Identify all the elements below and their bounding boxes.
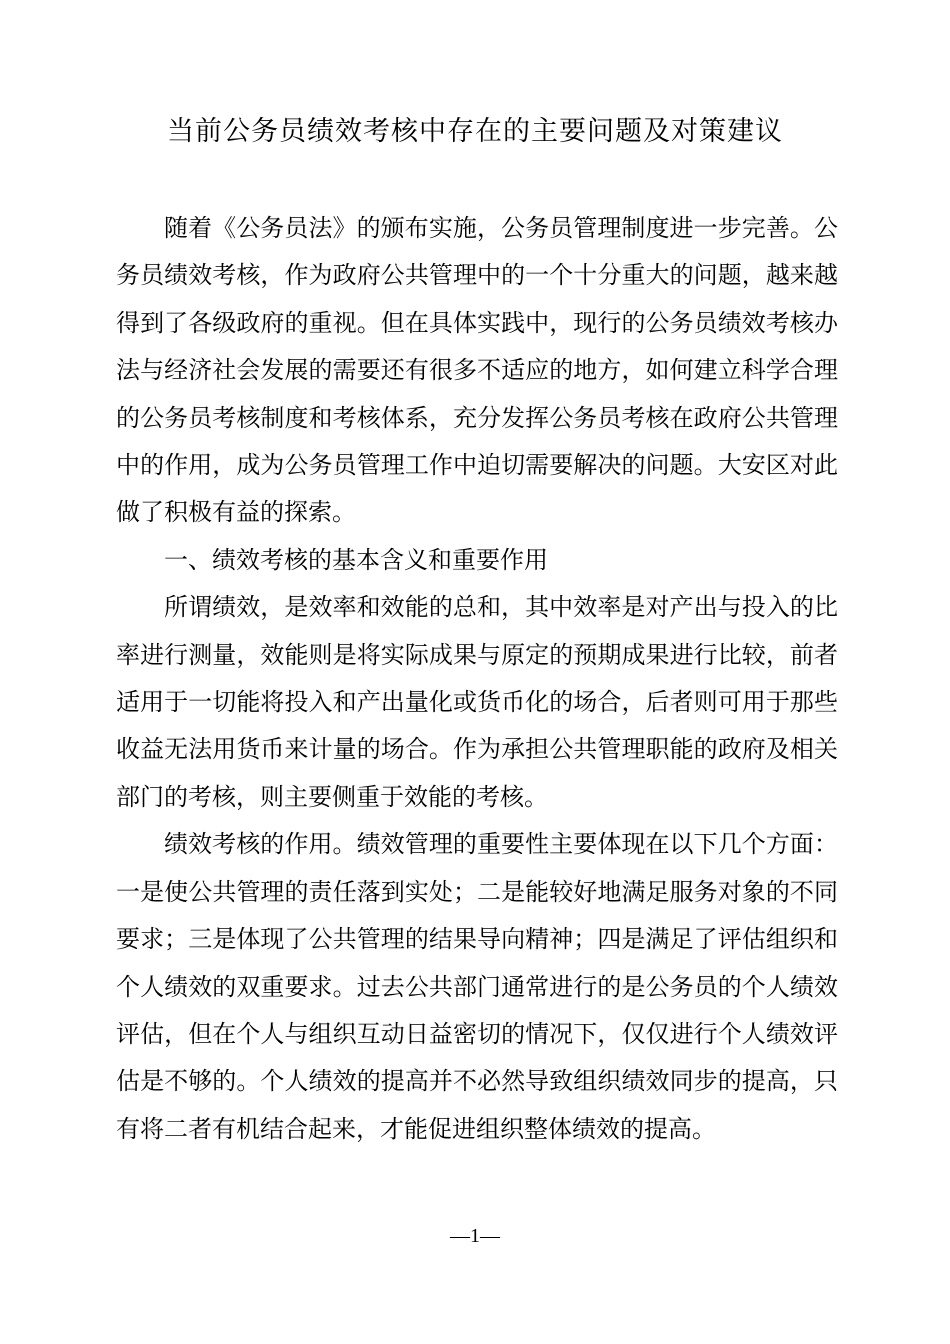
page-number: —1— [450, 1225, 500, 1247]
document-title: 当前公务员绩效考核中存在的主要问题及对策建议 [167, 116, 783, 147]
paragraph-importance: 绩效考核的作用。绩效管理的重要性主要体现在以下几个方面：一是使公共管理的责任落到实处；二是能较好地满足服务对象的不同要求；三是体现了公共管理的结果导向精神；四是满足了评估组织和个人绩效的双重要求。过去公共部门通常进行的是公务员的个人绩效评估，但在个人与组织互动日益密切的情况下，仅仅进行个人绩效评估是不够的。个人绩效的提高并不必然导致组织绩效同步的提高，只有将二者有机结合起来，才能促进组织整体绩效的提高。 [116, 830, 838, 1143]
section-heading-1: 一、绩效考核的基本含义和重要作用 [164, 545, 548, 574]
paragraph-definition: 所谓绩效，是效率和效能的总和，其中效率是对产出与投入的比率进行测量，效能则是将实际成果与原定的预期成果进行比较，前者适用于一切能将投入和产出量化或货币化的场合，后者则可用于那些收益无法用货币来计量的场合。作为承担公共管理职能的政府及相关部门的考核，则主要侧重于效能的考核。 [116, 593, 838, 811]
document-body [116, 205, 838, 1153]
paragraph-intro: 随着《公务员法》的颁布实施，公务员管理制度进一步完善。公务员绩效考核，作为政府公共管理中的一个十分重大的问题，越来越得到了各级政府的重视。但在具体实践中，现行的公务员绩效考核办法与经济社会发展的需要还有很多不适应的地方，如何建立科学合理的公务员考核制度和考核体系，充分发挥公务员考核在政府公共管理中的作用，成为公务员管理工作中迫切需要解决的问题。大安区对此做了积极有益的探索。 [116, 214, 838, 527]
